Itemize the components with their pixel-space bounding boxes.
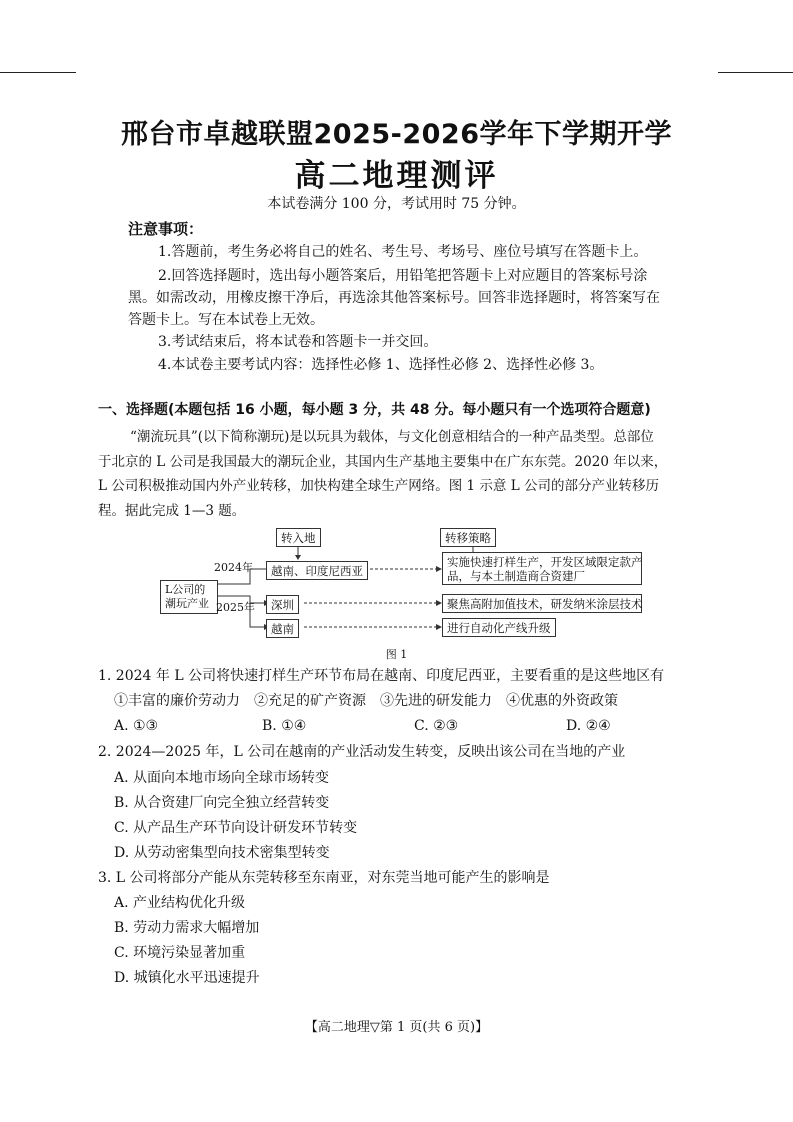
- fig-strategy-2: 聚焦高附加值技术，研发纳米涂层技术: [442, 594, 642, 613]
- question-2-option-d: D. 从劳动密集型向技术密集型转变: [114, 845, 330, 861]
- top-right-rule: [718, 72, 793, 73]
- question-1-option-c: C. ②③: [414, 718, 459, 734]
- notice-line: 黑。如需改动，用橡皮擦干净后，再选涂其他答案标号。回答非选择题时，将答案写在: [128, 290, 660, 306]
- figure-caption: 图 1: [385, 648, 408, 661]
- question-3-option-a: A. 产业结构优化升级: [114, 895, 246, 911]
- notice-heading: 注意事项：: [128, 220, 204, 238]
- notice-line: 4.本试卷主要考试内容：选择性必修 1、选择性必修 2、选择性必修 3。: [158, 357, 604, 373]
- question-1-statements: ①丰富的廉价劳动力 ②充足的矿产资源 ③先进的研发能力 ④优惠的外资政策: [114, 693, 618, 709]
- fig-strategy-3: 进行自动化产线升级: [442, 618, 556, 637]
- question-1-option-b: B. ①④: [262, 718, 307, 734]
- passage-line: 于北京的 L 公司是我国最大的潮玩企业，其国内生产基地主要集中在广东东莞。2020 年以来，: [98, 453, 668, 470]
- exam-subtitle: 本试卷满分 100 分，考试用时 75 分钟。: [267, 196, 526, 212]
- page-footer: 【高二地理▽第 1 页(共 6 页)】: [304, 1020, 489, 1035]
- exam-title-line1: 邢台市卓越联盟2025-2026学年下学期开学: [121, 119, 672, 150]
- fig-year-2025: 2025年: [216, 601, 255, 614]
- question-1-stem: 1. 2024 年 L 公司将快速打样生产环节布局在越南、印度尼西亚，主要看重的是这些地区有: [98, 668, 665, 684]
- figure-1: [158, 524, 648, 652]
- passage-line: L 公司积极推动国内外产业转移，加快构建全球生产网络。图 1 示意 L 公司的部分产业转移历: [98, 478, 659, 494]
- question-3-option-d: D. 城镇化水平迅速提升: [114, 970, 260, 986]
- question-3-option-c: C. 环境污染显著加重: [114, 945, 246, 961]
- notice-line: 答题卡上。写在本试卷上无效。: [128, 312, 324, 328]
- fig-dest-vietnam-indonesia: 越南、印度尼西亚: [266, 561, 368, 580]
- question-1-option-a: A. ①③: [114, 718, 159, 734]
- passage-line: 程。据此完成 1—3 题。: [98, 502, 246, 519]
- fig-dest-shenzhen: 深圳: [266, 595, 299, 614]
- fig-header-destination: 转入地: [276, 528, 321, 547]
- exam-title-line2: 高二地理测评: [294, 158, 499, 194]
- fig-strategy-1: [442, 552, 642, 585]
- notice-line: 3.考试结束后，将本试卷和答题卡一并交回。: [158, 334, 438, 350]
- question-1-option-d: D. ②④: [566, 718, 611, 734]
- fig-strategy-1-line2: 品，与本土制造商合资建厂: [447, 569, 585, 583]
- question-3-option-b: B. 劳动力需求大幅增加: [114, 920, 260, 936]
- question-2-option-a: A. 从面向本地市场向全球市场转变: [114, 770, 330, 786]
- passage-line: “潮流玩具”(以下简称潮玩)是以玩具为载体，与文化创意相结合的一种产品类型。总部位: [130, 429, 654, 445]
- passage: [98, 425, 722, 523]
- question-3-stem: 3. L 公司将部分产能从东莞转移至东南亚，对东莞当地可能产生的影响是: [98, 870, 550, 886]
- question-2-option-b: B. 从合资建厂向完全独立经营转变: [114, 795, 330, 811]
- section-heading: 一、选择题(本题包括 16 小题，每小题 3 分，共 48 分。每小题只有一个选项符合题意): [98, 402, 651, 418]
- fig-dest-vietnam: 越南: [266, 619, 299, 638]
- figure-connectors: [158, 524, 648, 652]
- fig-source-box: L公司的潮玩产业: [160, 580, 218, 614]
- top-left-rule: [0, 72, 76, 73]
- question-2-option-c: C. 从产品生产环节向设计研发环节转变: [114, 820, 358, 836]
- fig-year-2024: 2024年: [214, 561, 253, 574]
- question-2-stem: 2. 2024—2025 年，L 公司在越南的产业活动发生转变，反映出该公司在当地的产业: [98, 744, 626, 760]
- notice-line: 2.回答选择题时，选出每小题答案后，用铅笔把答题卡上对应题目的答案标号涂: [158, 268, 648, 284]
- fig-strategy-1-line1: 实施快速打样生产，开发区域限定款产: [447, 555, 643, 569]
- notice-line: 1.答题前，考生务必将自己的姓名、考生号、考场号、座位号填写在答题卡上。: [158, 244, 648, 260]
- fig-header-strategy: 转移策略: [440, 528, 496, 547]
